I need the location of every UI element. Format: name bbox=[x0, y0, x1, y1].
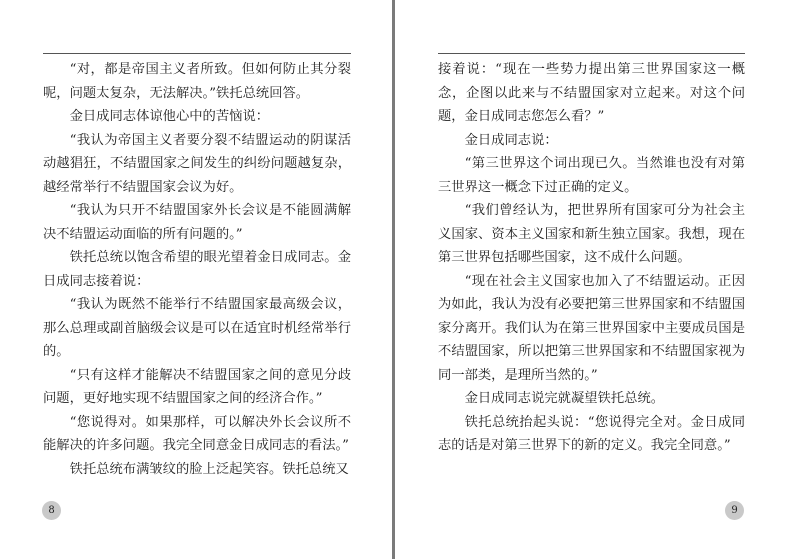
left-page bbox=[0, 0, 392, 559]
paragraph: “我认为帝国主义者要分裂不结盟运动的阴谋活动越猖狂，不结盟国家之间发生的纠纷问题越复杂，越经常举行不结盟国家会议为好。 bbox=[43, 132, 351, 195]
paragraph: 金日成同志说完就凝望铁托总统。 bbox=[464, 391, 665, 406]
paragraph: “您说得对。如果那样，可以解决外长会议所不能解决的许多问题。我完全同意金日成同志的看法。” bbox=[43, 414, 351, 453]
paragraph: “我认为既然不能举行不结盟国家最高级会议，那么总理或副首脑级会议是可以在适宜时机经常举行的。 bbox=[43, 297, 351, 359]
right-page-text bbox=[438, 58, 745, 458]
page-number: 8 bbox=[42, 501, 61, 520]
paragraph: 铁托总统以饱含希望的眼光望着金日成同志。金日成同志接着说： bbox=[43, 250, 351, 289]
paragraph: “只有这样才能解决不结盟国家之间的意见分歧问题，更好地实现不结盟国家之间的经济合作。” bbox=[43, 367, 351, 406]
paragraph: 铁托总统抬起头说：“您说得完全对。金日成同志的话是对第三世界下的新的定义。我完全同意。” bbox=[438, 414, 745, 453]
right-page bbox=[395, 0, 787, 559]
paragraph: “现在社会主义国家也加入了不结盟运动。正因为如此，我认为没有必要把第三世界国家和不结盟国家分离开。我们认为在第三世界国家中主要成员国是不结盟国家，所以把第三世界国家和不结盟国家视为同一部类，是理所当然的。” bbox=[438, 273, 745, 383]
header-rule bbox=[438, 53, 745, 54]
paragraph: 金日成同志说： bbox=[464, 132, 558, 148]
left-page-text bbox=[43, 58, 351, 481]
paragraph-continued: 接着说：“现在一些势力提出第三世界国家这一概念，企图以此来与不结盟国家对立起来。对这个问题，金日成同志您怎么看？” bbox=[438, 62, 745, 124]
paragraph: “第三世界这个词出现已久。当然谁也没有对第三世界这一概念下过正确的定义。 bbox=[438, 156, 745, 195]
paragraph: “对，都是帝国主义者所致。但如何防止其分裂呢，问题太复杂，无法解决。”铁托总统回答。 bbox=[43, 62, 351, 101]
paragraph: 铁托总统布满皱纹的脸上泛起笑容。铁托总统又 bbox=[69, 461, 349, 477]
paragraph: 金日成同志体谅他心中的苦恼说： bbox=[69, 109, 270, 124]
page-number: 9 bbox=[725, 501, 744, 520]
paragraph: “我们曾经认为，把世界所有国家可分为社会主义国家、资本主义国家和新生独立国家。我想，现在第三世界包括哪些国家，这不成什么问题。 bbox=[438, 203, 745, 265]
header-rule bbox=[43, 53, 351, 54]
paragraph: “我认为只开不结盟国家外长会议是不能圆满解决不结盟运动面临的所有问题的。” bbox=[43, 203, 351, 242]
